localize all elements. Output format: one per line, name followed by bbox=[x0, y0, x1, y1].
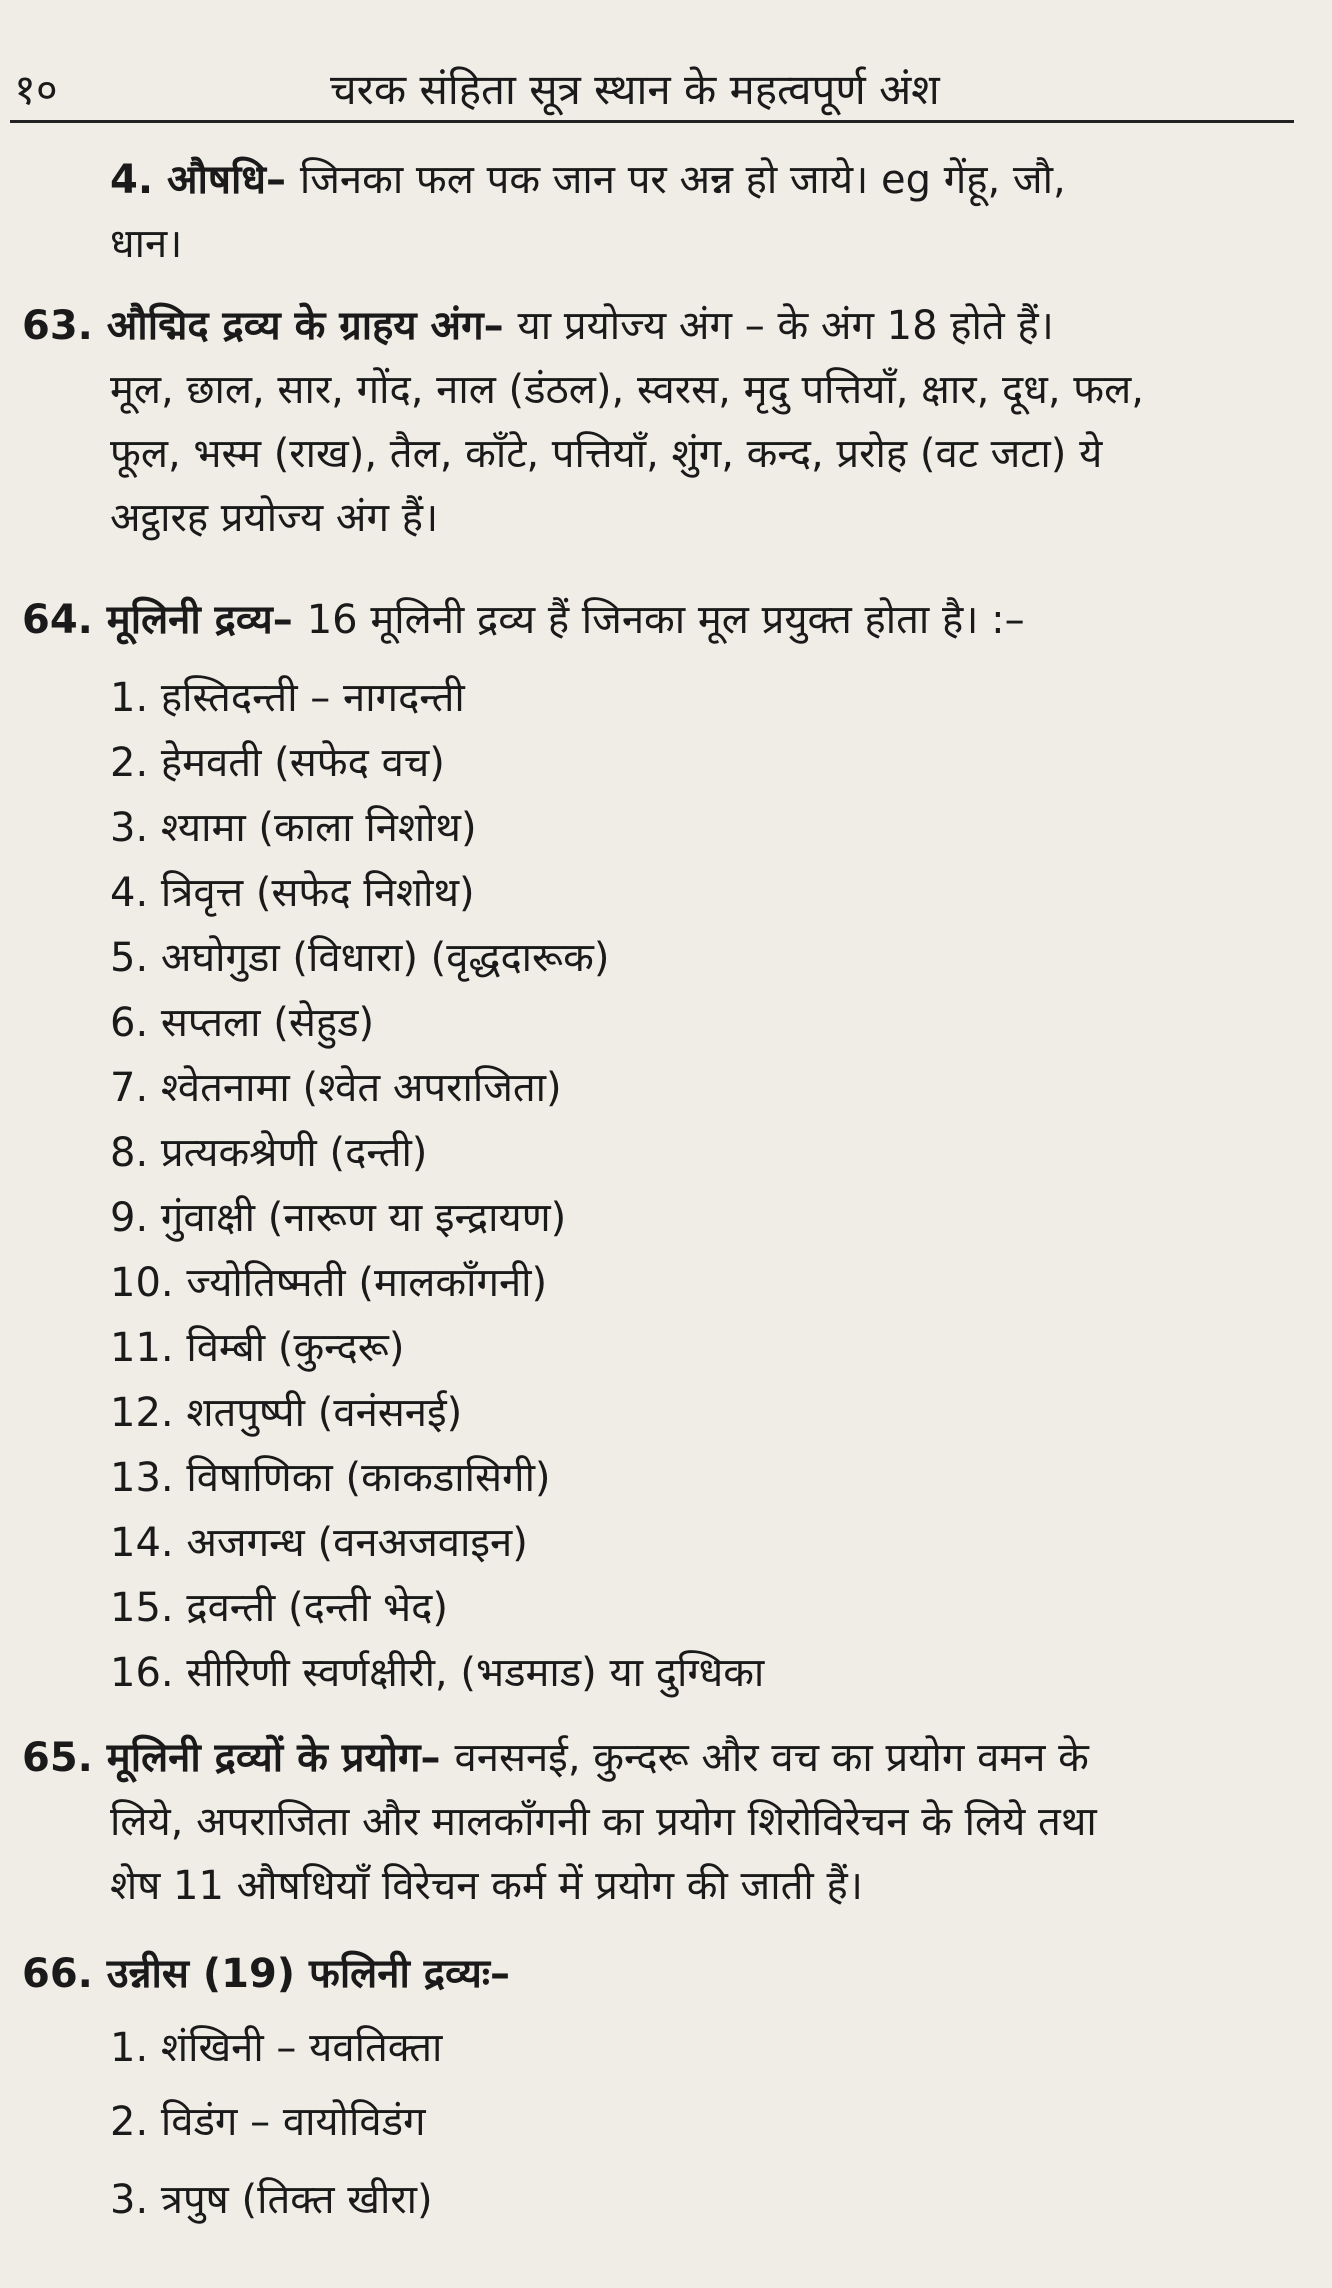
list-item: 8. प्रत्यकश्रेणी (दन्ती) bbox=[110, 1130, 428, 1176]
list-item: 13. विषाणिका (काकडासिगी) bbox=[110, 1455, 551, 1501]
page-header bbox=[0, 62, 1332, 122]
list-item: 7. श्वेतनामा (श्वेत अपराजिता) bbox=[110, 1065, 562, 1111]
list-item: 12. शतपुष्पी (वनंसनई) bbox=[110, 1390, 463, 1436]
list-item: 11. विम्बी (कुन्दरू) bbox=[110, 1325, 405, 1371]
list-item: 3. त्रपुष (तिक्त खीरा) bbox=[110, 2177, 433, 2223]
page-number: १० bbox=[14, 65, 58, 114]
list-item: 10. ज्योतिष्मती (मालकाँगनी) bbox=[110, 1260, 548, 1306]
list-item: 6. सप्तला (सेहुड) bbox=[110, 1000, 375, 1046]
list-item: 9. गुंवाक्षी (नारूण या इन्द्रायण) bbox=[110, 1195, 567, 1241]
list-item: 1. हस्तिदन्ती – नागदन्ती bbox=[110, 675, 465, 721]
header-rule bbox=[10, 120, 1294, 123]
list-item: 15. द्रवन्ती (दन्ती भेद) bbox=[110, 1585, 449, 1631]
list-item: 4. त्रिवृत्त (सफेद निशोथ) bbox=[110, 870, 475, 916]
list-item: 2. विडंग – वायोविडंग bbox=[110, 2099, 426, 2145]
list-item: 5. अघोगुडा (विधारा) (वृद्धदारूक) bbox=[110, 935, 610, 981]
list-item: 1. शंखिनी – यवतिक्ता bbox=[110, 2025, 443, 2071]
list-item: 3. श्यामा (काला निशोथ) bbox=[110, 805, 477, 851]
list-item: 2. हेमवती (सफेद वच) bbox=[110, 740, 445, 786]
list-item: 16. सीरिणी स्वर्णक्षीरी, (भडमाड) या दुग्धिका bbox=[110, 1650, 765, 1696]
running-title: चरक संहिता सूत्र स्थान के महत्वपूर्ण अंश bbox=[330, 65, 940, 114]
book-page: १० चरक संहिता सूत्र स्थान के महत्वपूर्ण अंश 4. औषधि– जिनका फल पक जान पर अन्न हो जाये। eg गेंहू, जौ, धान। 63. औद्मिद द्रव्य के ग्राहय अंग– या प्रयोज्य अंग – के अंग 18 होते हैं। मूल, छाल, सार, गोंद, नाल (डंठल), स्वरस, मृदु पत्तियाँ, क्षार, दूध, फल, फूल, भस्म (राख), तैल, काँटे, पत्तियाँ, शुंग, कन्द, प्ररोह (वट जटा) ये अट्ठारह प्रयोज्य अंग हैं। 64. मूलिनी द्रव्य– 16 मूलिनी द्रव्य हैं जिनका मूल प्रयुक्त होता है। :– 1. हस्तिदन्ती – नागदन्ती 2. हेमवती (सफेद वच) 3. श्यामा (काला निशोथ) 4. त्रिवृत्त (सफेद निशोथ) 5. अघोगुडा (विधारा) (वृद्धदारूक) 6. सप्तला (सेहुड) 7. श्वेतनामा (श्वेत अपराजिता) 8. प्रत्यकश्रेणी (दन्ती) 9. गुंवाक्षी (नारूण या इन्द्रायण) 10. ज्योतिष्मती (मालकाँगनी) 11. विम्बी (कुन्दरू) 12. शतपुष्पी (वनंसनई) 13. विषाणिका (काकडासिगी) 14. अजगन्ध (वनअजवाइन) 15. द्रवन्ती (दन्ती भेद) 16. सीरिणी स्वर्णक्षीरी, (भडमाड) या दुग्धिका 65. मूलिनी द्रव्यों के प्रयोग– वनसनई, कुन्दरू और वच का प्रयोग वमन के लिये, अपराजिता और मालकाँगनी का प्रयोग शिरोविरेचन के लिये तथा शेष 11 औषधियाँ विरेचन कर्म में प्रयोग की जाती हैं। 66. उन्नीस (19) फलिनी द्रव्यः– 1. शंखिनी – यवतिक्ता 2. विडंग – वायोविडंग 3. त्रपुष (तिक्त खीरा) bbox=[0, 0, 1332, 2288]
list-item: 14. अजगन्ध (वनअजवाइन) bbox=[110, 1520, 528, 1566]
